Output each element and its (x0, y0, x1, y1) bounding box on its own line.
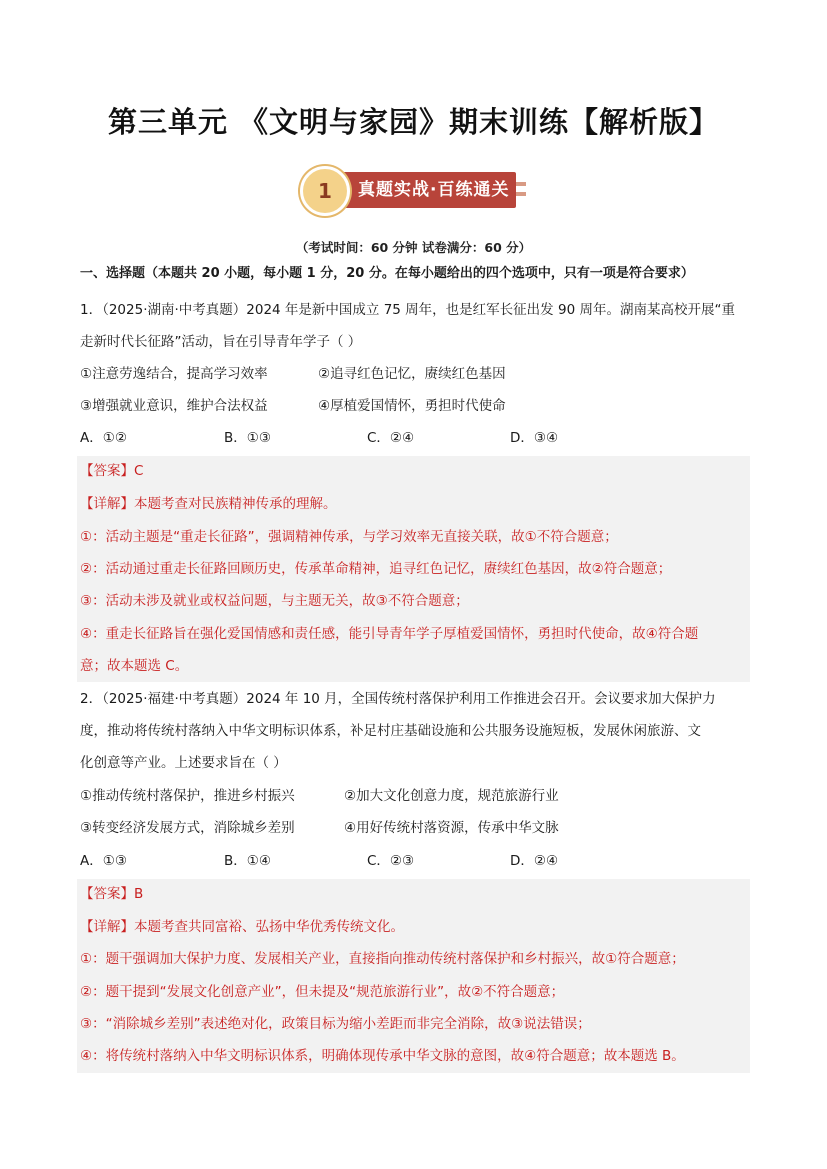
question-2-stem: 度，推动将传统村落纳入中华文明标识体系，补足村庄基础设施和公共服务设施短板，发展休闲旅游、文 (80, 723, 701, 739)
question-1-choice-d: D．③④ (510, 430, 559, 446)
page-title: 第三单元 《文明与家园》期末训练【解析版】 (107, 105, 720, 139)
question-1-stem: 1．（2025·湖南·中考真题）2024 年是新中国成立 75 周年，也是红军长征出发 90 周年。湖南某高校开展“重 (80, 302, 735, 318)
exam-info: （考试时间：60 分钟 试卷满分：60 分） (295, 240, 532, 255)
question-1-analysis: ②：活动通过重走长征路回顾历史，传承革命精神，追寻红色记忆，赓续红色基因，故②符合题意； (80, 561, 672, 577)
question-2-choice-a: A．①③ (80, 853, 127, 869)
question-1-stem: 走新时代长征路”活动，旨在引导青年学子（ ） (80, 334, 362, 350)
question-1-item: ③增强就业意识，维护合法权益 (80, 398, 268, 414)
question-1-analysis: 意；故本题选 C。 (80, 658, 189, 674)
banner-number: 1 (318, 179, 332, 203)
section-heading: 一、选择题（本题共 20 小题，每小题 1 分，20 分。在每小题给出的四个选项中，只有一项是符合要求） (80, 266, 694, 281)
question-1-analysis: ④：重走长征路旨在强化爱国情感和责任感，能引导青年学子厚植爱国情怀，勇担时代使命，故④符合题 (80, 626, 699, 642)
section-banner (300, 166, 546, 216)
question-2-choice-c: C．②③ (367, 853, 415, 869)
question-2-analysis: ③：“消除城乡差别”表述绝对化，政策目标为缩小差距而非完全消除，故③说法错误； (80, 1016, 591, 1032)
question-2-analysis: ①：题干强调加大保护力度、发展相关产业，直接指向推动传统村落保护和乡村振兴，故①符合题意； (80, 951, 685, 967)
question-2-answer: 【答案】B (80, 886, 144, 902)
question-2-answer-box (77, 879, 750, 1073)
question-2-stem: 2．（2025·福建·中考真题）2024 年 10 月，全国传统村落保护利用工作推进会召开。会议要求加大保护力 (80, 691, 716, 707)
question-2-choice-b: B．①④ (224, 853, 271, 869)
banner-text: 真题实战·百练通关 (358, 180, 510, 200)
question-1-choice-c: C．②④ (367, 430, 415, 446)
question-1-item: ④厚植爱国情怀，勇担时代使命 (318, 398, 506, 414)
question-1-choice-a: A．①② (80, 430, 127, 446)
question-2-item: ②加大文化创意力度，规范旅游行业 (344, 788, 559, 804)
question-1-analysis: 【详解】本题考查对民族精神传承的理解。 (80, 496, 337, 512)
question-2-item: ④用好传统村落资源，传承中华文脉 (344, 820, 559, 836)
question-2-analysis: ②：题干提到“发展文化创意产业”，但未提及“规范旅游行业”，故②不符合题意； (80, 984, 565, 1000)
question-2-stem: 化创意等产业。上述要求旨在（ ） (80, 755, 287, 771)
question-2-analysis: 【详解】本题考查共同富裕、弘扬中华优秀传统文化。 (80, 919, 404, 935)
question-1-item: ②追寻红色记忆，赓续红色基因 (318, 366, 506, 382)
question-1-item: ①注意劳逸结合，提高学习效率 (80, 366, 268, 382)
question-2-analysis: ④：将传统村落纳入中华文明标识体系，明确体现传承中华文脉的意图，故④符合题意；故本题选 B。 (80, 1048, 685, 1064)
question-1-analysis: ③：活动未涉及就业或权益问题，与主题无关，故③不符合题意； (80, 593, 469, 609)
question-2-item: ①推动传统村落保护，推进乡村振兴 (80, 788, 295, 804)
question-2-item: ③转变经济发展方式，消除城乡差别 (80, 820, 295, 836)
question-1-choice-b: B．①③ (224, 430, 271, 446)
question-1-answer: 【答案】C (80, 463, 144, 479)
question-2-choice-d: D．②④ (510, 853, 559, 869)
question-1-analysis: ①：活动主题是“重走长征路”，强调精神传承，与学习效率无直接关联，故①不符合题意； (80, 529, 618, 545)
